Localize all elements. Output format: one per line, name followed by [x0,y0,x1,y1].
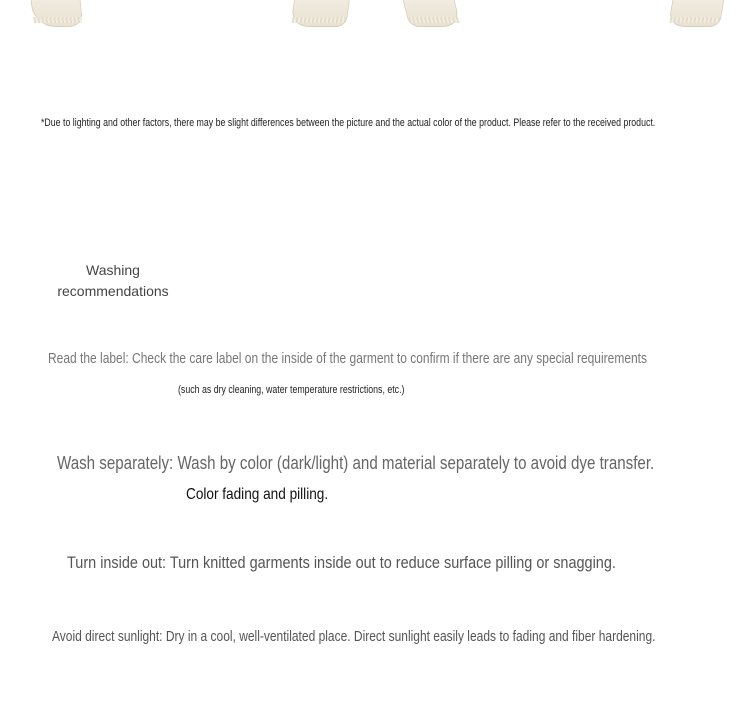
garment-hem-image [290,0,350,27]
care-avoid-sunlight: Avoid direct sunlight: Dry in a cool, well-ventilated place. Direct sunlight easily leads to fading and fiber hardening. [52,628,656,645]
care-wash-separately: Wash separately: Wash by color (dark/light) and material separately to avoid dye transfer. [57,453,655,473]
care-read-label: Read the label: Check the care label on the inside of the garment to confirm if there are any special requirements [48,350,647,367]
care-wash-separately-note: Color fading and pilling. [186,486,329,503]
section-title: Washing recommendations [57,262,169,299]
garment-hem-image [668,0,725,27]
color-disclaimer: *Due to lighting and other factors, there may be slight differences between the picture and the actual color of the product. Please refer to the received product. [41,117,656,129]
garment-cuff-image [31,0,84,27]
garment-cuff-image [403,0,462,27]
care-turn-inside-out: Turn inside out: Turn knitted garments inside out to reduce surface pilling or snagging. [67,553,616,572]
care-read-label-note: (such as dry cleaning, water temperature restrictions, etc.) [178,384,405,396]
